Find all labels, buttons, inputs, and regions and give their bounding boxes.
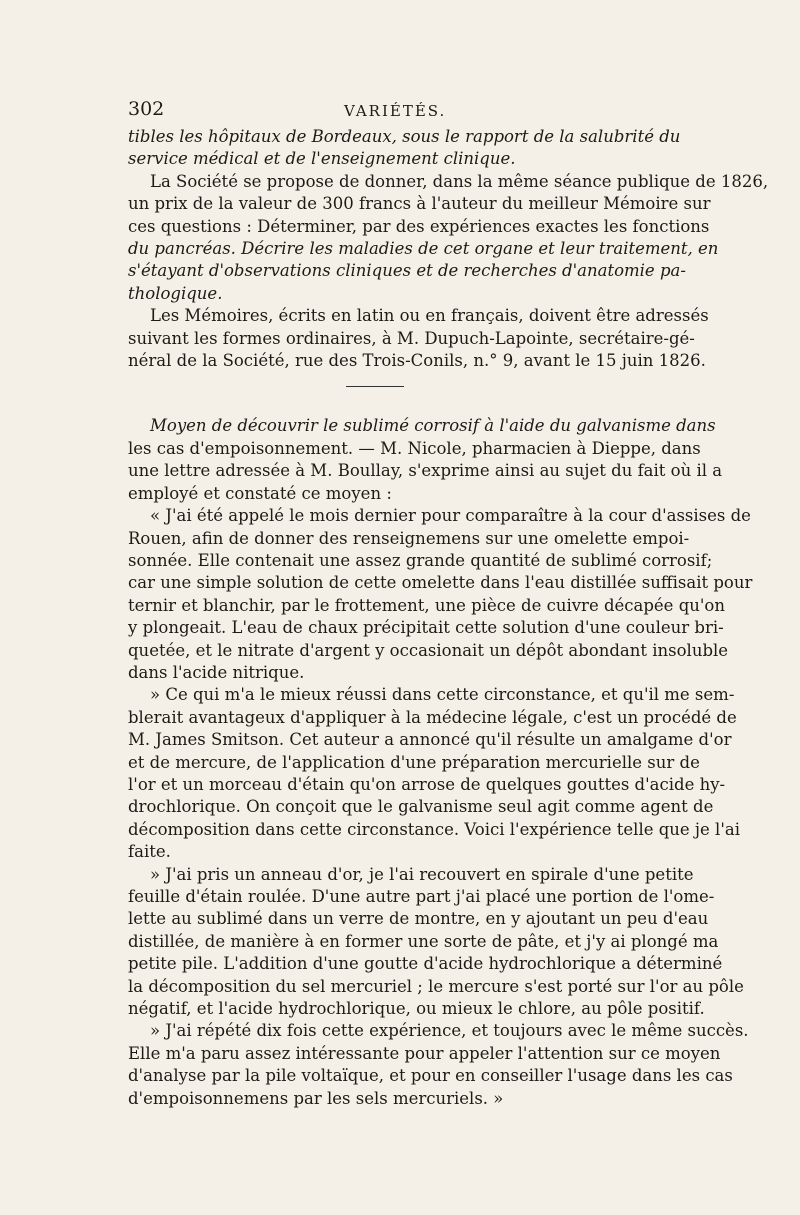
text-line: y plongeait. L'eau de chaux précipitait cette solution d'une couleur bri-	[128, 618, 724, 638]
text-line: la décomposition du sel mercuriel ; le mercure s'est porté sur l'or au pôle	[128, 976, 744, 996]
text-line: faite.	[128, 842, 171, 862]
text-line: « J'ai été appelé le mois dernier pour comparaître à la cour d'assises de	[150, 506, 751, 526]
text-line: et de mercure, de l'application d'une préparation mercurielle sur de	[128, 752, 700, 772]
text-line: décomposition dans cette circonstance. Voici l'expérience telle que je l'ai	[128, 819, 740, 839]
text-line: ternir et blanchir, par le frottement, une pièce de cuivre décapée qu'on	[128, 595, 725, 615]
text-line: sonnée. Elle contenait une assez grande quantité de sublimé corrosif;	[128, 550, 713, 570]
text-line: car une simple solution de cette omelette dans l'eau distillée suffisait pour	[128, 573, 753, 593]
text-line: suivant les formes ordinaires, à M. Dupuch-Lapointe, secrétaire-gé-	[128, 328, 695, 348]
text-line: tibles les hôpitaux de Bordeaux, sous le rapport de la salubrité du	[128, 127, 681, 146]
text-line: d'analyse par la pile voltaïque, et pour en conseiller l'usage dans les cas	[128, 1066, 733, 1086]
page-header	[128, 98, 668, 124]
text-line: M. James Smitson. Cet auteur a annoncé qu'il résulte un amalgame d'or	[128, 730, 732, 750]
paragraph-article-title	[128, 415, 723, 505]
text-line: ces questions : Déterminer, par des expériences exactes les fonctions	[128, 216, 710, 236]
text-line: distillée, de manière à en former une sorte de pâte, et j'y ai plongé ma	[128, 931, 719, 951]
text-line: feuille d'étain roulée. D'une autre part j'ai placé une portion de l'ome-	[128, 887, 715, 906]
text-line: blerait avantageux d'appliquer à la médecine légale, c'est un procédé de	[128, 707, 737, 727]
page-number: 302	[128, 98, 165, 120]
text-line: thologique.	[128, 283, 223, 303]
text-line: s'étayant d'observations cliniques et de recherches d'anatomie pa-	[128, 261, 686, 281]
text-line: La Société se propose de donner, dans la même séance publique de 1826,	[150, 171, 769, 191]
paragraph-letter-4	[128, 1020, 749, 1110]
paragraph-prize	[128, 171, 769, 305]
text-line: l'or et un morceau d'étain qu'on arrose de quelques gouttes d'acide hy-	[128, 774, 726, 794]
text-line: Les Mémoires, écrits en latin ou en français, doivent être adressés	[150, 306, 709, 326]
paragraph-letter-3	[128, 864, 744, 1021]
paragraph-letter-2	[128, 684, 740, 863]
text-line: les cas d'empoisonnement. — M. Nicole, pharmacien à Dieppe, dans	[128, 438, 701, 458]
text-line: petite pile. L'addition d'une goutte d'acide hydrochlorique a déterminé	[128, 954, 723, 974]
running-head: VARIÉTÉS.	[344, 102, 447, 120]
article-title-line: Moyen de découvrir le sublimé corrosif à l'aide du galvanisme dans	[150, 416, 716, 436]
text-line: néral de la Société, rue des Trois-Conils, n.° 9, avant le 15 juin 1826.	[128, 351, 706, 371]
text-line: » Ce qui m'a le mieux réussi dans cette circonstance, et qu'il me sem-	[150, 685, 735, 705]
text-line: Rouen, afin de donner des renseignemens sur une omelette empoi-	[128, 528, 690, 548]
text-line: » J'ai pris un anneau d'or, je l'ai recouvert en spirale d'une petite	[150, 864, 694, 884]
text-line: dans l'acide nitrique.	[128, 662, 305, 682]
text-line: négatif, et l'acide hydrochlorique, ou mieux le chlore, au pôle positif.	[128, 999, 705, 1019]
paragraph-submission	[128, 305, 709, 372]
text-line: quetée, et le nitrate d'argent y occasionait un dépôt abondant insoluble	[128, 640, 729, 660]
text-block	[128, 98, 769, 1110]
text-line: du pancréas. Décrire les maladies de cet organe et leur traitement, en	[128, 239, 719, 259]
text-line: employé et constaté ce moyen :	[128, 483, 392, 503]
paragraph-bordeaux-end	[128, 126, 681, 171]
text-line: un prix de la valeur de 300 francs à l'auteur du meilleur Mémoire sur	[128, 194, 711, 214]
text-line: lette au sublimé dans un verre de montre, en y ajoutant un peu d'eau	[128, 909, 709, 929]
text-line: » J'ai répété dix fois cette expérience, et toujours avec le même succès.	[150, 1021, 749, 1041]
text-line: drochlorique. On conçoit que le galvanisme seul agit comme agent de	[128, 797, 714, 817]
text-line: Elle m'a paru assez intéressante pour appeler l'attention sur ce moyen	[128, 1043, 721, 1063]
text-line: d'empoisonnemens par les sels mercuriels. »	[128, 1088, 504, 1108]
text-line: service médical et de l'enseignement clinique.	[128, 149, 516, 169]
paragraph-letter-1	[128, 505, 753, 684]
text-line: une lettre adressée à M. Boullay, s'exprime ainsi au sujet du fait où il a	[128, 461, 723, 481]
